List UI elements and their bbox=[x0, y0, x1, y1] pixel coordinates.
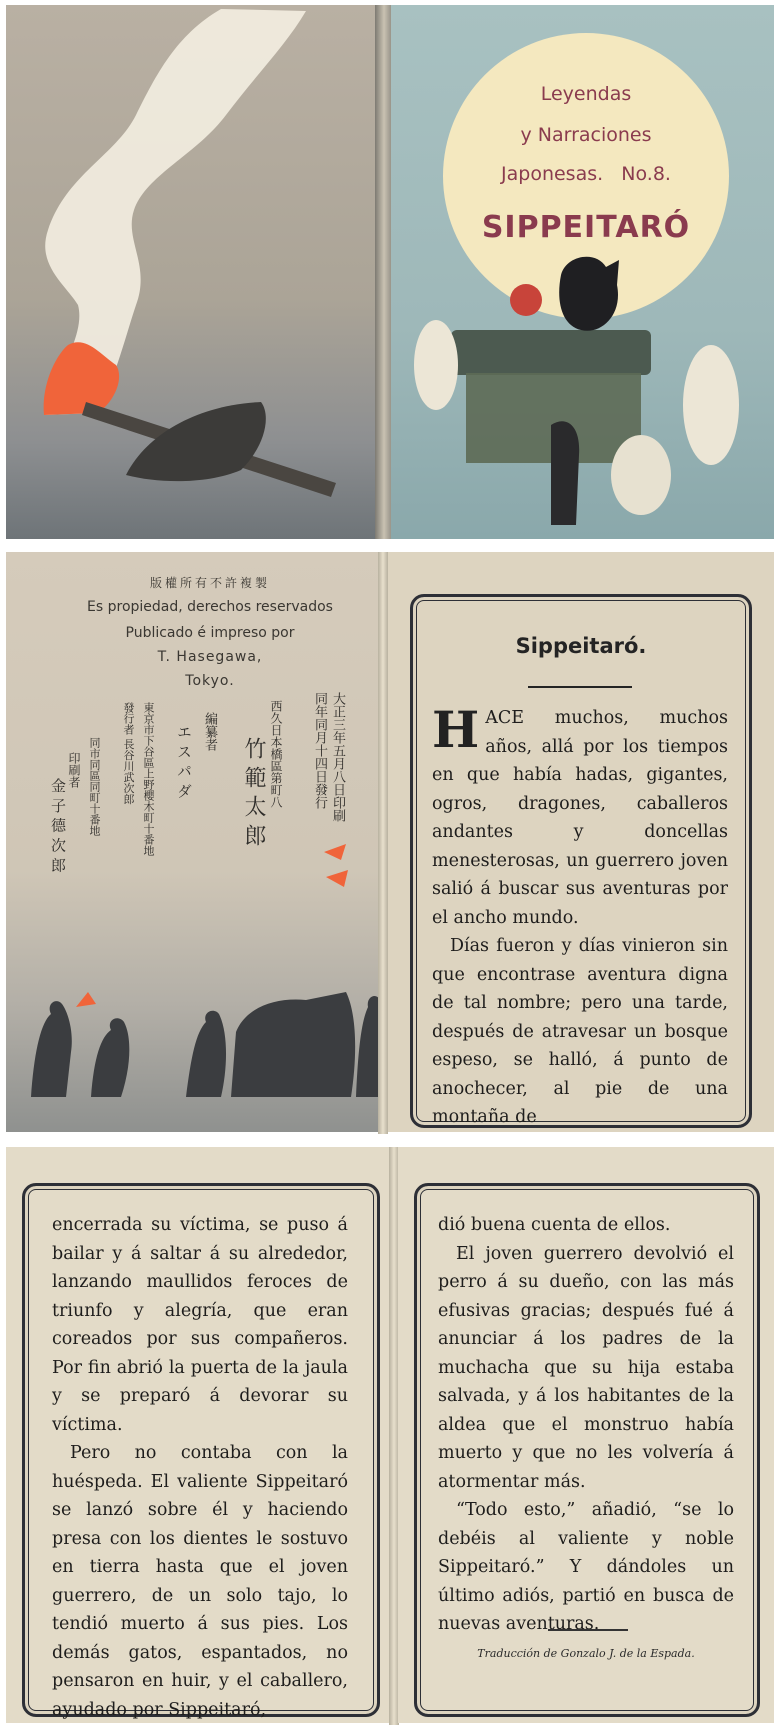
paragraph-1: ACE muchos, muchos años, allá por los tiempos en que había hadas, gigantes, ogros, dragones, caballeros andantes y doncellas menesterosas, un guerrero joven salió á buscar sus aventuras por el ancho mundo. bbox=[432, 708, 728, 928]
figure-with-torch-1 bbox=[31, 1001, 72, 1097]
printer-name: 金 子 德 次 郎 bbox=[49, 778, 67, 873]
issuer: 發行者 長谷川武次郎 bbox=[122, 702, 135, 805]
cover-spread bbox=[0, 5, 777, 545]
heading-rule bbox=[528, 686, 632, 688]
black-cat bbox=[559, 257, 619, 331]
front-cover bbox=[391, 5, 774, 539]
translation-credit: Traducción de Gonzalo J. de la Espada. bbox=[477, 1647, 695, 1660]
address-line-1: 西久日本橋區第町八 bbox=[269, 700, 283, 808]
story-text-2 bbox=[52, 1211, 348, 1723]
figure-2 bbox=[91, 1018, 129, 1097]
night-procession-silhouettes bbox=[6, 552, 378, 1132]
series-title-line1: Leyendas bbox=[540, 83, 632, 105]
story-page-1 bbox=[388, 552, 774, 1132]
series-title-word: Japonesas. bbox=[501, 163, 604, 185]
torch-flame-2 bbox=[324, 844, 346, 860]
dark-cat bbox=[551, 421, 579, 525]
editor-name: エ ス パ ダ bbox=[175, 724, 193, 799]
series-title-line2: y Narraciones bbox=[520, 124, 652, 146]
paper-lantern bbox=[510, 284, 542, 316]
printer-role: 印刷者 bbox=[67, 752, 81, 788]
closing-rule bbox=[548, 1629, 628, 1631]
paragraph-1: dió buena cuenta de ellos. bbox=[438, 1215, 671, 1235]
address-line-2: 東京市下谷區上野櫻木町十番地 bbox=[142, 702, 155, 856]
print-date: 大正三年五月八日印刷 bbox=[330, 692, 345, 822]
story-heading: Sippeitaró. bbox=[515, 634, 647, 658]
torch-flame-1 bbox=[76, 992, 96, 1007]
torch-illustration bbox=[6, 5, 379, 539]
story-text-3 bbox=[438, 1211, 734, 1639]
colophon-spread bbox=[0, 552, 777, 1134]
white-cat-right bbox=[683, 345, 739, 465]
drop-cap: H bbox=[432, 700, 480, 759]
white-cat-left bbox=[414, 320, 458, 410]
colophon-page bbox=[6, 552, 378, 1132]
address-line-3: 同市同區同町十番地 bbox=[88, 737, 101, 836]
paragraph-3: “Todo esto,” añadió, “se lo debéis al valiente y noble Sippeitaró.” Y dándoles un último adiós, partió en busca de nuevas aventuras. bbox=[438, 1500, 734, 1634]
straw-hat bbox=[126, 402, 266, 481]
rights-reserved: Es propiedad, derechos reservados bbox=[87, 599, 333, 615]
palanquin-roof bbox=[451, 330, 651, 375]
torch-flame-3 bbox=[326, 870, 348, 887]
publisher-name: T. Hasegawa, bbox=[157, 649, 263, 665]
story-spread bbox=[0, 1147, 777, 1725]
story-text-1 bbox=[432, 700, 728, 1132]
figure-with-torch-2 bbox=[356, 996, 378, 1097]
publisher-name-jp: 竹 範 太 郎 bbox=[241, 737, 266, 846]
paragraph-2: Días fueron y días vinieron sin que encontrase aventura digna de tal nombre; pero una tarde, después de atravesar un bosque espeso, se halló, á punto de anochecer, al pie de una montaña de bbox=[432, 936, 728, 1127]
white-cat-front bbox=[611, 435, 671, 515]
page-gutter bbox=[378, 552, 388, 1134]
publisher-city: Tokyo. bbox=[185, 673, 235, 689]
volume-number: No.8. bbox=[621, 163, 671, 185]
paragraph-1: encerrada su víctima, se puso á bailar y á saltar á su alrededor, lanzando maullidos feroces de triunfo y alegría, que eran coreados por sus compañeros. Por fin abrió la puerta de la jaula y se preparó á devorar su víctima. bbox=[52, 1215, 348, 1435]
story-page-2 bbox=[6, 1147, 391, 1723]
paragraph-2: El joven guerrero devolvió el perro á su dueño, con las más efusivas gracias; después fué á anunciar á los padres de la muchacha que su hija estaba salvada, y á los habitantes de la aldea que el monstruo había muerto y que no les volvería á atormentar más. bbox=[438, 1243, 734, 1492]
copyright-notice-jp: 版權所有不許複製 bbox=[149, 576, 270, 590]
palanquin-bearers bbox=[231, 992, 355, 1097]
issue-date: 同年同月十四日發行 bbox=[312, 692, 327, 809]
back-cover bbox=[6, 5, 379, 539]
published-by: Publicado é impreso por bbox=[125, 625, 295, 641]
paragraph-2: Pero no contaba con la huéspeda. El valiente Sippeitaró se lanzó sobre él y haciendo presa con los dientes le sostuvo en tierra hasta que el joven guerrero, de un solo tajo, lo tendió muerto á sus pies. Los demás gatos, espantados, no pensaron en huir, y el caballero, ayudado por Sippeitaró, bbox=[52, 1443, 348, 1720]
cats-palanquin-illustration bbox=[391, 5, 774, 539]
story-page-3 bbox=[398, 1147, 774, 1723]
figure-3 bbox=[186, 1011, 226, 1097]
book-title: SIPPEITARÓ bbox=[481, 210, 691, 245]
editor-role: 編纂者 bbox=[202, 712, 217, 751]
